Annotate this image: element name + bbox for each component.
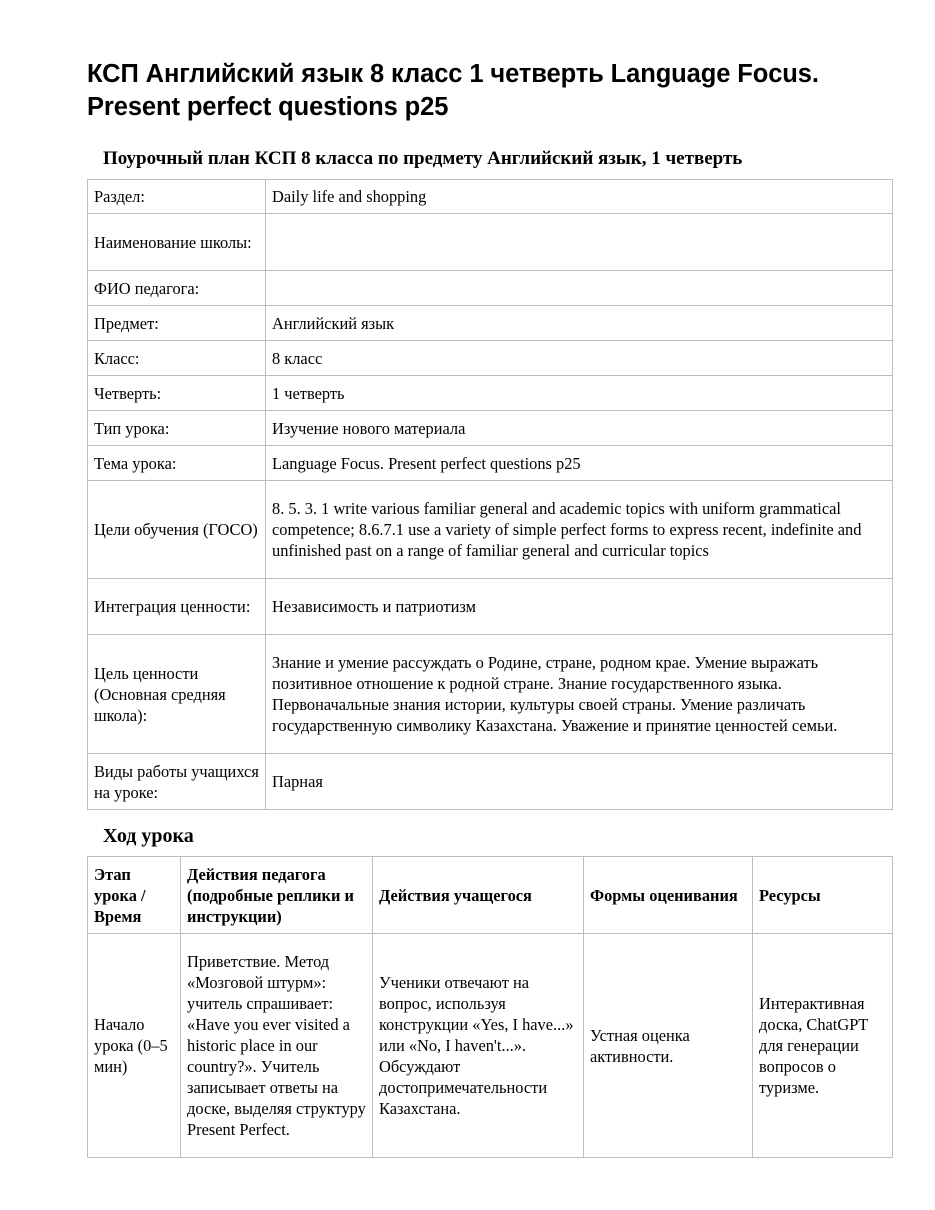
table-row [88,579,893,635]
info-label: Тема урока: [88,446,266,481]
lesson-course-heading: Ход урока [103,825,194,847]
lesson-steps-table [87,856,893,1158]
info-label: Цель ценности (Основная средняя школа): [88,635,266,754]
table-row [88,446,893,481]
info-value: Daily life and shopping [266,180,893,214]
info-value: Знание и умение рассуждать о Родине, стране, родном крае. Умение выражать позитивное отношение к родной стране. Знание государственного языка. Первоначальные знания истории, культуры своей страны. Умение различать государственную символику Казахстана. Уважение и принятие ценностей семьи. [266,635,893,754]
info-label: Интеграция ценности: [88,579,266,635]
table-row [88,271,893,306]
column-header: Формы оценивания [584,857,753,934]
lesson-info-table [87,179,893,810]
info-value [266,214,893,271]
info-value: Английский язык [266,306,893,341]
table-cell: Приветствие. Метод «Мозговой штурм»: учитель спрашивает: «Have you ever visited a historic place in our country?». Учитель записывает ответы на доске, выделяя структуру Present Perfect. [181,934,373,1158]
table-row [88,481,893,579]
info-value: 8. 5. 3. 1 write various familiar general and academic topics with uniform grammatical competence; 8.6.7.1 use a variety of simple perfect forms to express recent, indefinite and unfinished past on a range of familiar general and curricular topics [266,481,893,579]
info-label: Виды работы учащихся на уроке: [88,754,266,810]
info-value: Парная [266,754,893,810]
table-cell: Ученики отвечают на вопрос, используя конструкции «Yes, I have...» или «No, I haven't...». Обсуждают достопримечательности Казахстана. [373,934,584,1158]
table-cell: Интерактивная доска, ChatGPT для генерации вопросов о туризме. [753,934,893,1158]
table-row [88,376,893,411]
info-label: Раздел: [88,180,266,214]
table-row [88,214,893,271]
column-header: Ресурсы [753,857,893,934]
info-value: Независимость и патриотизм [266,579,893,635]
info-value: Изучение нового материала [266,411,893,446]
info-label: Предмет: [88,306,266,341]
info-label: Четверть: [88,376,266,411]
info-value [266,271,893,306]
document-title: КСП Английский язык 8 класс 1 четверть Language Focus. Present perfect questions p25 [87,60,819,121]
table-row [88,934,893,1158]
table-row [88,306,893,341]
column-header: Действия педагога (подробные реплики и инструкции) [181,857,373,934]
document-page [87,58,893,1139]
table-cell: Устная оценка активности. [584,934,753,1158]
info-value: 8 класс [266,341,893,376]
table-row [88,635,893,754]
table-row [88,180,893,214]
info-label: Тип урока: [88,411,266,446]
info-label: ФИО педагога: [88,271,266,306]
column-header: Действия учащегося [373,857,584,934]
table-row [88,754,893,810]
info-label: Класс: [88,341,266,376]
table-row [88,411,893,446]
info-value: Language Focus. Present perfect questions p25 [266,446,893,481]
column-header: Этап урока / Время [88,857,181,934]
info-value: 1 четверть [266,376,893,411]
info-label: Наименование школы: [88,214,266,271]
table-cell: Начало урока (0–5 мин) [88,934,181,1158]
info-label: Цели обучения (ГОСО) [88,481,266,579]
plan-heading: Поурочный план КСП 8 класса по предмету Английский язык, 1 четверть [103,148,743,169]
table-row [88,341,893,376]
table-header-row [88,857,893,934]
